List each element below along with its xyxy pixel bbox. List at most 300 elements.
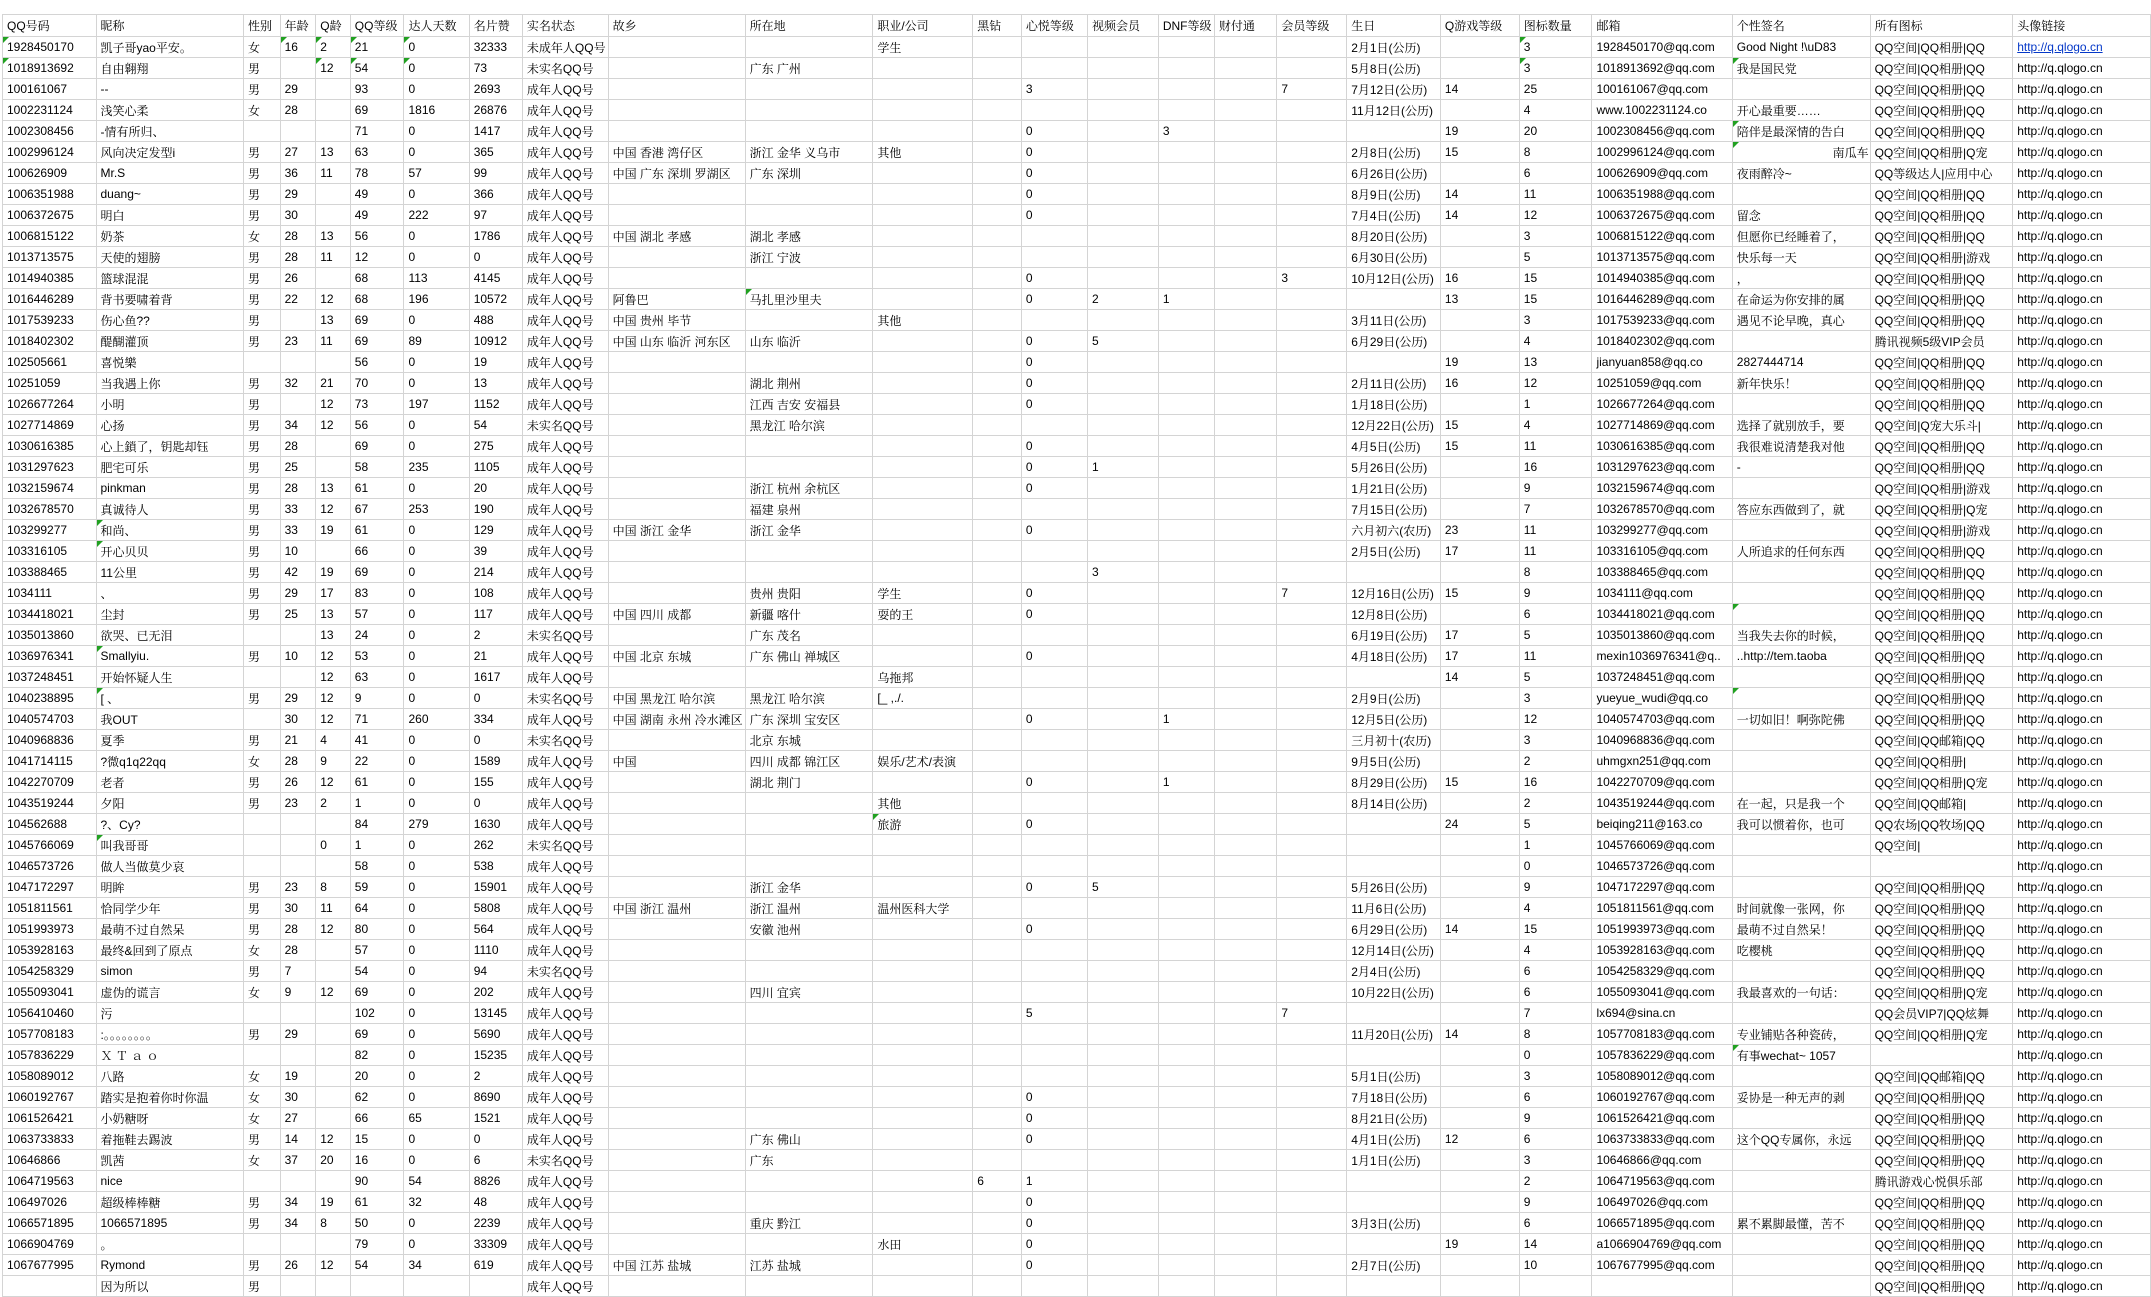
- cell-avatar[interactable]: http://q.qlogo.cn: [2013, 709, 2151, 730]
- cell-age[interactable]: [280, 1171, 316, 1192]
- cell-signature[interactable]: [1732, 1255, 1870, 1276]
- cell-dnf[interactable]: [1158, 499, 1214, 520]
- cell-q_age[interactable]: [316, 1003, 351, 1024]
- cell-caifutong[interactable]: [1214, 1066, 1277, 1087]
- cell-nick[interactable]: 明眸: [96, 877, 244, 898]
- cell-video_vip[interactable]: [1088, 583, 1159, 604]
- cell-realname[interactable]: 未实名QQ号: [522, 625, 608, 646]
- column-header-signature[interactable]: 个性签名: [1732, 15, 1870, 37]
- cell-daren_days[interactable]: 0: [404, 562, 469, 583]
- cell-video_vip[interactable]: [1088, 163, 1159, 184]
- cell-location[interactable]: [745, 457, 873, 478]
- cell-nick[interactable]: 背书要啸着背: [96, 289, 244, 310]
- cell-nick[interactable]: ?微q1q22qq: [96, 751, 244, 772]
- cell-black_diamond[interactable]: [973, 1003, 1022, 1024]
- cell-icons[interactable]: QQ空间|Q宠大乐斗|: [1870, 415, 2013, 436]
- cell-avatar[interactable]: http://q.qlogo.cn: [2013, 982, 2151, 1003]
- cell-member[interactable]: [1277, 1213, 1347, 1234]
- cell-icons[interactable]: [1870, 856, 2013, 877]
- cell-age[interactable]: 28: [280, 247, 316, 268]
- cell-hometown[interactable]: 中国: [608, 751, 745, 772]
- cell-avatar[interactable]: http://q.qlogo.cn: [2013, 1066, 2151, 1087]
- cell-card_likes[interactable]: 32333: [469, 37, 522, 58]
- cell-email[interactable]: 1053928163@qq.com: [1592, 940, 1732, 961]
- cell-qq_level[interactable]: 20: [350, 1066, 404, 1087]
- cell-icon_count[interactable]: 6: [1519, 1087, 1592, 1108]
- cell-realname[interactable]: 成年人QQ号: [522, 457, 608, 478]
- cell-qgame[interactable]: 23: [1440, 520, 1519, 541]
- cell-hometown[interactable]: 中国 黑龙江 哈尔滨: [608, 688, 745, 709]
- cell-video_vip[interactable]: [1088, 184, 1159, 205]
- cell-signature[interactable]: 时间就像一张网，你: [1732, 898, 1870, 919]
- cell-black_diamond[interactable]: [973, 793, 1022, 814]
- cell-q_age[interactable]: [316, 184, 351, 205]
- cell-daren_days[interactable]: 0: [404, 1129, 469, 1150]
- cell-nick[interactable]: 叫我哥哥: [96, 835, 244, 856]
- cell-q_age[interactable]: 12: [316, 667, 351, 688]
- cell-job[interactable]: [873, 1066, 973, 1087]
- cell-hometown[interactable]: 中国 贵州 毕节: [608, 310, 745, 331]
- cell-qq[interactable]: 1014940385: [3, 268, 97, 289]
- cell-signature[interactable]: [1732, 856, 1870, 877]
- cell-q_age[interactable]: 12: [316, 394, 351, 415]
- cell-qq[interactable]: 1032678570: [3, 499, 97, 520]
- cell-job[interactable]: [873, 562, 973, 583]
- cell-birthday[interactable]: 2月1日(公历): [1347, 37, 1441, 58]
- cell-icon_count[interactable]: 5: [1519, 667, 1592, 688]
- cell-icon_count[interactable]: 20: [1519, 121, 1592, 142]
- cell-age[interactable]: 29: [280, 184, 316, 205]
- cell-location[interactable]: 湖北 孝感: [745, 226, 873, 247]
- cell-q_age[interactable]: 21: [316, 373, 351, 394]
- cell-birthday[interactable]: [1347, 562, 1441, 583]
- cell-icon_count[interactable]: 1: [1519, 394, 1592, 415]
- cell-email[interactable]: 1006372675@qq.com: [1592, 205, 1732, 226]
- cell-qq_level[interactable]: 90: [350, 1171, 404, 1192]
- cell-avatar[interactable]: http://q.qlogo.cn: [2013, 1234, 2151, 1255]
- cell-age[interactable]: 28: [280, 751, 316, 772]
- cell-daren_days[interactable]: 253: [404, 499, 469, 520]
- cell-nick[interactable]: Mr.S: [96, 163, 244, 184]
- cell-icon_count[interactable]: 0: [1519, 1045, 1592, 1066]
- cell-birthday[interactable]: 10月12日(公历): [1347, 268, 1441, 289]
- cell-birthday[interactable]: 4月5日(公历): [1347, 436, 1441, 457]
- cell-email[interactable]: 1051993973@qq.com: [1592, 919, 1732, 940]
- cell-age[interactable]: [280, 1045, 316, 1066]
- cell-email[interactable]: uhmgxn251@qq.com: [1592, 751, 1732, 772]
- cell-qq_level[interactable]: 61: [350, 478, 404, 499]
- cell-nick[interactable]: ?、Cy?: [96, 814, 244, 835]
- cell-icon_count[interactable]: 3: [1519, 58, 1592, 79]
- cell-gender[interactable]: 男: [244, 79, 281, 100]
- cell-icons[interactable]: QQ空间|QQ相册|QQ: [1870, 898, 2013, 919]
- cell-birthday[interactable]: 11月20日(公历): [1347, 1024, 1441, 1045]
- cell-black_diamond[interactable]: [973, 394, 1022, 415]
- cell-qq_level[interactable]: 22: [350, 751, 404, 772]
- cell-member[interactable]: [1277, 856, 1347, 877]
- cell-qq_level[interactable]: 66: [350, 1108, 404, 1129]
- cell-realname[interactable]: 成年人QQ号: [522, 604, 608, 625]
- cell-qq_level[interactable]: 54: [350, 961, 404, 982]
- cell-qq_level[interactable]: 71: [350, 121, 404, 142]
- cell-video_vip[interactable]: [1088, 1045, 1159, 1066]
- cell-member[interactable]: [1277, 1150, 1347, 1171]
- cell-video_vip[interactable]: [1088, 1150, 1159, 1171]
- cell-card_likes[interactable]: 0: [469, 793, 522, 814]
- cell-icons[interactable]: QQ空间|QQ相册|QQ: [1870, 583, 2013, 604]
- cell-qgame[interactable]: 14: [1440, 184, 1519, 205]
- cell-qq[interactable]: 1034111: [3, 583, 97, 604]
- cell-daren_days[interactable]: 54: [404, 1171, 469, 1192]
- cell-realname[interactable]: 成年人QQ号: [522, 919, 608, 940]
- cell-dnf[interactable]: [1158, 205, 1214, 226]
- cell-avatar[interactable]: http://q.qlogo.cn: [2013, 436, 2151, 457]
- cell-daren_days[interactable]: 0: [404, 1150, 469, 1171]
- cell-hometown[interactable]: 中国 四川 成都: [608, 604, 745, 625]
- cell-xinyue[interactable]: 0: [1021, 289, 1087, 310]
- cell-member[interactable]: [1277, 898, 1347, 919]
- cell-daren_days[interactable]: 0: [404, 940, 469, 961]
- cell-nick[interactable]: 风向决定发型i: [96, 142, 244, 163]
- cell-gender[interactable]: 男: [244, 1129, 281, 1150]
- cell-qq[interactable]: 1066904769: [3, 1234, 97, 1255]
- cell-black_diamond[interactable]: [973, 1024, 1022, 1045]
- cell-location[interactable]: 广东 深圳 宝安区: [745, 709, 873, 730]
- cell-nick[interactable]: duang~: [96, 184, 244, 205]
- cell-caifutong[interactable]: [1214, 100, 1277, 121]
- cell-birthday[interactable]: 7月4日(公历): [1347, 205, 1441, 226]
- cell-member[interactable]: [1277, 730, 1347, 751]
- cell-dnf[interactable]: [1158, 1213, 1214, 1234]
- cell-member[interactable]: [1277, 163, 1347, 184]
- cell-video_vip[interactable]: [1088, 58, 1159, 79]
- cell-card_likes[interactable]: 15901: [469, 877, 522, 898]
- cell-dnf[interactable]: [1158, 331, 1214, 352]
- cell-dnf[interactable]: [1158, 478, 1214, 499]
- column-header-realname[interactable]: 实名状态: [522, 15, 608, 37]
- cell-caifutong[interactable]: [1214, 814, 1277, 835]
- cell-age[interactable]: 25: [280, 604, 316, 625]
- cell-age[interactable]: 28: [280, 436, 316, 457]
- cell-email[interactable]: 1042270709@qq.com: [1592, 772, 1732, 793]
- cell-email[interactable]: 1002996124@qq.com: [1592, 142, 1732, 163]
- cell-gender[interactable]: 男: [244, 1213, 281, 1234]
- cell-hometown[interactable]: [608, 856, 745, 877]
- cell-member[interactable]: [1277, 1045, 1347, 1066]
- cell-job[interactable]: 温州医科大学: [873, 898, 973, 919]
- cell-age[interactable]: 21: [280, 730, 316, 751]
- cell-video_vip[interactable]: [1088, 730, 1159, 751]
- cell-icons[interactable]: QQ会员VIP7|QQ炫舞: [1870, 1003, 2013, 1024]
- cell-hometown[interactable]: 中国 浙江 金华: [608, 520, 745, 541]
- cell-video_vip[interactable]: [1088, 982, 1159, 1003]
- cell-birthday[interactable]: 12月8日(公历): [1347, 604, 1441, 625]
- cell-icon_count[interactable]: 9: [1519, 1192, 1592, 1213]
- cell-realname[interactable]: 成年人QQ号: [522, 394, 608, 415]
- cell-xinyue[interactable]: [1021, 1066, 1087, 1087]
- cell-xinyue[interactable]: 0: [1021, 394, 1087, 415]
- cell-xinyue[interactable]: 0: [1021, 142, 1087, 163]
- cell-qgame[interactable]: [1440, 1003, 1519, 1024]
- cell-member[interactable]: [1277, 520, 1347, 541]
- cell-card_likes[interactable]: 8690: [469, 1087, 522, 1108]
- cell-card_likes[interactable]: 13145: [469, 1003, 522, 1024]
- cell-job[interactable]: [873, 226, 973, 247]
- cell-xinyue[interactable]: 0: [1021, 1108, 1087, 1129]
- cell-gender[interactable]: [244, 1171, 281, 1192]
- cell-video_vip[interactable]: [1088, 121, 1159, 142]
- cell-email[interactable]: 1045766069@qq.com: [1592, 835, 1732, 856]
- cell-birthday[interactable]: 3月11日(公历): [1347, 310, 1441, 331]
- cell-email[interactable]: www.1002231124.co: [1592, 100, 1732, 121]
- cell-age[interactable]: 37: [280, 1150, 316, 1171]
- cell-member[interactable]: [1277, 604, 1347, 625]
- cell-age[interactable]: 29: [280, 688, 316, 709]
- cell-icon_count[interactable]: 8: [1519, 562, 1592, 583]
- cell-video_vip[interactable]: [1088, 1108, 1159, 1129]
- cell-video_vip[interactable]: [1088, 352, 1159, 373]
- cell-qq[interactable]: 1041714115: [3, 751, 97, 772]
- cell-daren_days[interactable]: 0: [404, 415, 469, 436]
- column-header-hometown[interactable]: 故乡: [608, 15, 745, 37]
- cell-dnf[interactable]: [1158, 835, 1214, 856]
- cell-q_age[interactable]: 8: [316, 877, 351, 898]
- cell-qgame[interactable]: [1440, 940, 1519, 961]
- cell-qgame[interactable]: [1440, 310, 1519, 331]
- cell-gender[interactable]: 女: [244, 751, 281, 772]
- cell-black_diamond[interactable]: [973, 520, 1022, 541]
- cell-caifutong[interactable]: [1214, 1024, 1277, 1045]
- cell-icons[interactable]: QQ空间|QQ相册|QQ: [1870, 919, 2013, 940]
- cell-age[interactable]: 10: [280, 646, 316, 667]
- cell-icons[interactable]: QQ空间|QQ相册|QQ: [1870, 37, 2013, 58]
- cell-xinyue[interactable]: 0: [1021, 520, 1087, 541]
- cell-qgame[interactable]: [1440, 604, 1519, 625]
- cell-caifutong[interactable]: [1214, 1255, 1277, 1276]
- cell-job[interactable]: [873, 520, 973, 541]
- cell-qq[interactable]: 1006372675: [3, 205, 97, 226]
- cell-q_age[interactable]: 2: [316, 37, 351, 58]
- cell-signature[interactable]: 一切如旧！啊弥陀佛: [1732, 709, 1870, 730]
- cell-member[interactable]: [1277, 415, 1347, 436]
- cell-daren_days[interactable]: 0: [404, 352, 469, 373]
- cell-qgame[interactable]: [1440, 226, 1519, 247]
- cell-avatar[interactable]: http://q.qlogo.cn: [2013, 1171, 2151, 1192]
- cell-nick[interactable]: Ｘ Ｔ ａ ｏ: [96, 1045, 244, 1066]
- cell-icons[interactable]: QQ空间|QQ相册|QQ: [1870, 1192, 2013, 1213]
- cell-xinyue[interactable]: 0: [1021, 1234, 1087, 1255]
- cell-xinyue[interactable]: 0: [1021, 1213, 1087, 1234]
- cell-xinyue[interactable]: [1021, 835, 1087, 856]
- cell-hometown[interactable]: 中国 湖北 孝感: [608, 226, 745, 247]
- cell-q_age[interactable]: [316, 814, 351, 835]
- cell-avatar[interactable]: http://q.qlogo.cn: [2013, 625, 2151, 646]
- cell-realname[interactable]: 成年人QQ号: [522, 352, 608, 373]
- cell-black_diamond[interactable]: [973, 247, 1022, 268]
- cell-card_likes[interactable]: 117: [469, 604, 522, 625]
- cell-member[interactable]: [1277, 499, 1347, 520]
- cell-birthday[interactable]: 12月16日(公历): [1347, 583, 1441, 604]
- cell-hometown[interactable]: [608, 730, 745, 751]
- cell-qq_level[interactable]: 54: [350, 58, 404, 79]
- cell-caifutong[interactable]: [1214, 373, 1277, 394]
- cell-card_likes[interactable]: 73: [469, 58, 522, 79]
- cell-icon_count[interactable]: 7: [1519, 1003, 1592, 1024]
- column-header-qgame[interactable]: Q游戏等级: [1440, 15, 1519, 37]
- cell-avatar[interactable]: http://q.qlogo.cn: [2013, 919, 2151, 940]
- cell-location[interactable]: [745, 205, 873, 226]
- cell-realname[interactable]: 成年人QQ号: [522, 772, 608, 793]
- cell-q_age[interactable]: 12: [316, 688, 351, 709]
- cell-black_diamond[interactable]: [973, 37, 1022, 58]
- cell-caifutong[interactable]: [1214, 499, 1277, 520]
- cell-qq[interactable]: 10646866: [3, 1150, 97, 1171]
- cell-gender[interactable]: [244, 1234, 281, 1255]
- cell-avatar[interactable]: http://q.qlogo.cn: [2013, 184, 2151, 205]
- cell-black_diamond[interactable]: [973, 331, 1022, 352]
- cell-qq[interactable]: 1037248451: [3, 667, 97, 688]
- cell-hometown[interactable]: [608, 835, 745, 856]
- cell-location[interactable]: 广东: [745, 1150, 873, 1171]
- cell-xinyue[interactable]: 0: [1021, 877, 1087, 898]
- cell-icons[interactable]: QQ空间|QQ相册|QQ: [1870, 1234, 2013, 1255]
- cell-nick[interactable]: Smallyiu.: [96, 646, 244, 667]
- cell-email[interactable]: 1064719563@qq.com: [1592, 1171, 1732, 1192]
- cell-qgame[interactable]: [1440, 730, 1519, 751]
- cell-location[interactable]: [745, 1066, 873, 1087]
- cell-birthday[interactable]: 6月29日(公历): [1347, 919, 1441, 940]
- cell-caifutong[interactable]: [1214, 1192, 1277, 1213]
- cell-signature[interactable]: 陪伴是最深情的告白: [1732, 121, 1870, 142]
- cell-qgame[interactable]: [1440, 247, 1519, 268]
- cell-signature[interactable]: 我最喜欢的一句话：: [1732, 982, 1870, 1003]
- cell-qq_level[interactable]: 63: [350, 667, 404, 688]
- cell-dnf[interactable]: [1158, 982, 1214, 1003]
- cell-realname[interactable]: 成年人QQ号: [522, 877, 608, 898]
- cell-icons[interactable]: QQ空间|QQ相册|QQ: [1870, 688, 2013, 709]
- cell-xinyue[interactable]: 0: [1021, 1087, 1087, 1108]
- cell-card_likes[interactable]: 488: [469, 310, 522, 331]
- cell-card_likes[interactable]: 334: [469, 709, 522, 730]
- cell-location[interactable]: [745, 37, 873, 58]
- cell-signature[interactable]: [1732, 184, 1870, 205]
- cell-qq[interactable]: 1017539233: [3, 310, 97, 331]
- cell-realname[interactable]: 成年人QQ号: [522, 331, 608, 352]
- cell-nick[interactable]: 自由翱翔: [96, 58, 244, 79]
- cell-gender[interactable]: 男: [244, 205, 281, 226]
- cell-qq[interactable]: 1066571895: [3, 1213, 97, 1234]
- cell-job[interactable]: [873, 1024, 973, 1045]
- cell-dnf[interactable]: [1158, 961, 1214, 982]
- cell-qq[interactable]: 1047172297: [3, 877, 97, 898]
- cell-qgame[interactable]: [1440, 478, 1519, 499]
- cell-icon_count[interactable]: 11: [1519, 436, 1592, 457]
- cell-nick[interactable]: 伤心鱼??: [96, 310, 244, 331]
- cell-member[interactable]: [1277, 373, 1347, 394]
- cell-q_age[interactable]: [316, 79, 351, 100]
- cell-card_likes[interactable]: 19: [469, 352, 522, 373]
- cell-icons[interactable]: QQ空间|QQ相册|QQ: [1870, 394, 2013, 415]
- cell-black_diamond[interactable]: [973, 835, 1022, 856]
- cell-nick[interactable]: 心上鎖了，钥匙却钰: [96, 436, 244, 457]
- cell-member[interactable]: [1277, 394, 1347, 415]
- cell-hometown[interactable]: [608, 541, 745, 562]
- cell-dnf[interactable]: [1158, 58, 1214, 79]
- cell-icon_count[interactable]: 12: [1519, 709, 1592, 730]
- cell-hometown[interactable]: [608, 1045, 745, 1066]
- cell-avatar[interactable]: http://q.qlogo.cn: [2013, 1276, 2151, 1297]
- column-header-birthday[interactable]: 生日: [1347, 15, 1441, 37]
- cell-birthday[interactable]: 2月11日(公历): [1347, 373, 1441, 394]
- cell-avatar[interactable]: http://q.qlogo.cn: [2013, 772, 2151, 793]
- cell-birthday[interactable]: 7月15日(公历): [1347, 499, 1441, 520]
- cell-signature[interactable]: [1732, 961, 1870, 982]
- cell-nick[interactable]: 当我遇上你: [96, 373, 244, 394]
- cell-email[interactable]: 1002308456@qq.com: [1592, 121, 1732, 142]
- cell-realname[interactable]: 成年人QQ号: [522, 1192, 608, 1213]
- cell-location[interactable]: [745, 436, 873, 457]
- cell-caifutong[interactable]: [1214, 772, 1277, 793]
- cell-job[interactable]: [873, 1045, 973, 1066]
- cell-q_age[interactable]: 19: [316, 1192, 351, 1213]
- cell-hometown[interactable]: [608, 205, 745, 226]
- cell-signature[interactable]: [1732, 79, 1870, 100]
- cell-black_diamond[interactable]: [973, 1129, 1022, 1150]
- cell-hometown[interactable]: [608, 1087, 745, 1108]
- cell-xinyue[interactable]: [1021, 562, 1087, 583]
- cell-avatar[interactable]: http://q.qlogo.cn: [2013, 499, 2151, 520]
- cell-gender[interactable]: 女: [244, 940, 281, 961]
- cell-xinyue[interactable]: [1021, 100, 1087, 121]
- cell-member[interactable]: [1277, 1129, 1347, 1150]
- cell-qq[interactable]: 1036976341: [3, 646, 97, 667]
- cell-black_diamond[interactable]: [973, 79, 1022, 100]
- cell-caifutong[interactable]: [1214, 541, 1277, 562]
- cell-video_vip[interactable]: [1088, 415, 1159, 436]
- cell-nick[interactable]: 天使的翅膀: [96, 247, 244, 268]
- cell-caifutong[interactable]: [1214, 1108, 1277, 1129]
- cell-job[interactable]: [873, 772, 973, 793]
- cell-birthday[interactable]: [1347, 1171, 1441, 1192]
- cell-email[interactable]: beiqing211@163.co: [1592, 814, 1732, 835]
- cell-card_likes[interactable]: 94: [469, 961, 522, 982]
- cell-video_vip[interactable]: [1088, 835, 1159, 856]
- cell-icons[interactable]: QQ空间|QQ相册|QQ: [1870, 709, 2013, 730]
- cell-qq_level[interactable]: [350, 1276, 404, 1297]
- cell-realname[interactable]: 成年人QQ号: [522, 520, 608, 541]
- cell-job[interactable]: [873, 499, 973, 520]
- cell-qq[interactable]: 1006815122: [3, 226, 97, 247]
- cell-signature[interactable]: ，: [1732, 268, 1870, 289]
- cell-video_vip[interactable]: [1088, 898, 1159, 919]
- cell-xinyue[interactable]: 0: [1021, 604, 1087, 625]
- cell-member[interactable]: [1277, 835, 1347, 856]
- cell-qq[interactable]: 104562688: [3, 814, 97, 835]
- cell-signature[interactable]: 我可以惯着你，也可: [1732, 814, 1870, 835]
- cell-black_diamond[interactable]: [973, 268, 1022, 289]
- cell-avatar[interactable]: http://q.qlogo.cn: [2013, 562, 2151, 583]
- cell-video_vip[interactable]: [1088, 961, 1159, 982]
- cell-icons[interactable]: 腾讯视频5级VIP会员: [1870, 331, 2013, 352]
- cell-xinyue[interactable]: 0: [1021, 709, 1087, 730]
- cell-nick[interactable]: 做人当做莫少哀: [96, 856, 244, 877]
- cell-qq_level[interactable]: 16: [350, 1150, 404, 1171]
- cell-card_likes[interactable]: 0: [469, 1129, 522, 1150]
- cell-xinyue[interactable]: [1021, 940, 1087, 961]
- cell-caifutong[interactable]: [1214, 436, 1277, 457]
- cell-video_vip[interactable]: [1088, 772, 1159, 793]
- cell-qq[interactable]: 1054258329: [3, 961, 97, 982]
